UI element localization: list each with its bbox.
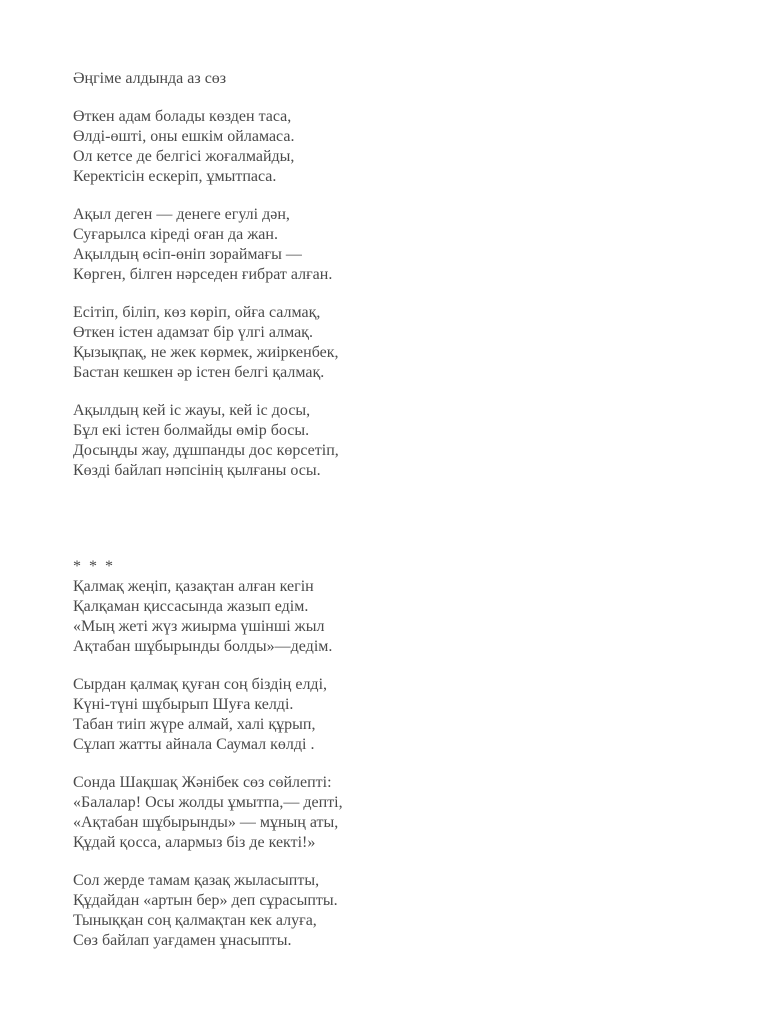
document-page xyxy=(73,69,713,951)
verse-line: Құдай қосса, алармыз біз де кекті!» xyxy=(73,834,316,851)
verse-line: Ақыл деген — денеге егулі дән, xyxy=(73,206,290,223)
stanza xyxy=(73,303,713,383)
verse-line: Суғарылса кіреді оған да жан. xyxy=(73,226,278,243)
verse-line: Есітіп, біліп, көз көріп, ойға салмақ, xyxy=(73,304,321,321)
verse-line: Ақылдың кей іс жауы, кей іс досы, xyxy=(73,402,311,419)
verse-line: «Балалар! Осы жолды ұмытпа,— депті, xyxy=(73,794,343,811)
verse-line: Ол кетсе де белгісі жоғалмайды, xyxy=(73,148,295,165)
stanza xyxy=(73,107,713,187)
verse-line: Көзді байлап нәпсінің қылғаны осы. xyxy=(73,462,321,479)
stanza xyxy=(73,871,713,951)
document-title: Әңгіме алдында аз сөз xyxy=(73,70,227,87)
verse-line: Көрген, білген нәрседен ғибрат алған. xyxy=(73,266,333,283)
verse-line: Табан тиіп жүре алмай, халі құрып, xyxy=(73,716,316,733)
verse-line: Тыныққан соң қалмақтан кек алуға, xyxy=(73,912,317,929)
verse-line: Сөз байлап уағдамен ұнасыпты. xyxy=(73,932,292,949)
section-separator: * * * xyxy=(73,558,115,575)
part-two xyxy=(73,557,713,951)
verse-line: Өткен адам болады көзден таса, xyxy=(73,108,292,125)
verse-line: Досыңды жау, дұшпанды дос көрсетіп, xyxy=(73,442,339,459)
verse-line: «Ақтабан шұбырынды» — мұның аты, xyxy=(73,814,339,831)
verse-line: Ақылдың өсіп-өніп зораймағы — xyxy=(73,246,302,263)
verse-line: Сырдан қалмақ қуған соң біздің елді, xyxy=(73,676,328,693)
verse-line: Өлді-өшті, оны ешкім ойламаса. xyxy=(73,128,295,145)
verse-line: Сонда Шақшақ Жәнібек сөз сөйлепті: xyxy=(73,774,332,791)
stanza xyxy=(73,577,713,657)
verse-line: Күні-түні шұбырып Шуға келді. xyxy=(73,696,294,713)
verse-line: Қалқаман қиссасында жазып едім. xyxy=(73,598,309,615)
verse-line: «Мың жеті жүз жиырма үшінші жыл xyxy=(73,618,325,635)
stanza xyxy=(73,401,713,481)
verse-line: Сол жерде тамам қазақ жыласыпты, xyxy=(73,872,320,889)
part-one xyxy=(73,107,713,481)
verse-line: Қалмақ жеңіп, қазақтан алған кегін xyxy=(73,578,314,595)
verse-line: Қызықпақ, не жек көрмек, жиіркенбек, xyxy=(73,344,339,361)
stanza xyxy=(73,675,713,755)
verse-line: Бұл екі істен болмайды өмір босы. xyxy=(73,422,310,439)
stanza xyxy=(73,205,713,285)
stanza xyxy=(73,773,713,853)
verse-line: Ақтабан шұбырынды болды»—дедім. xyxy=(73,638,333,655)
verse-line: Сұлап жатты айнала Саумал көлді . xyxy=(73,736,315,753)
verse-line: Құдайдан «артын бер» деп сұрасыпты. xyxy=(73,892,338,909)
verse-line: Керектісін ескеріп, ұмытпаса. xyxy=(73,168,277,185)
verse-line: Өткен істен адамзат бір үлгі алмақ. xyxy=(73,324,313,341)
verse-line: Бастан кешкен әр істен белгі қалмақ. xyxy=(73,364,325,381)
